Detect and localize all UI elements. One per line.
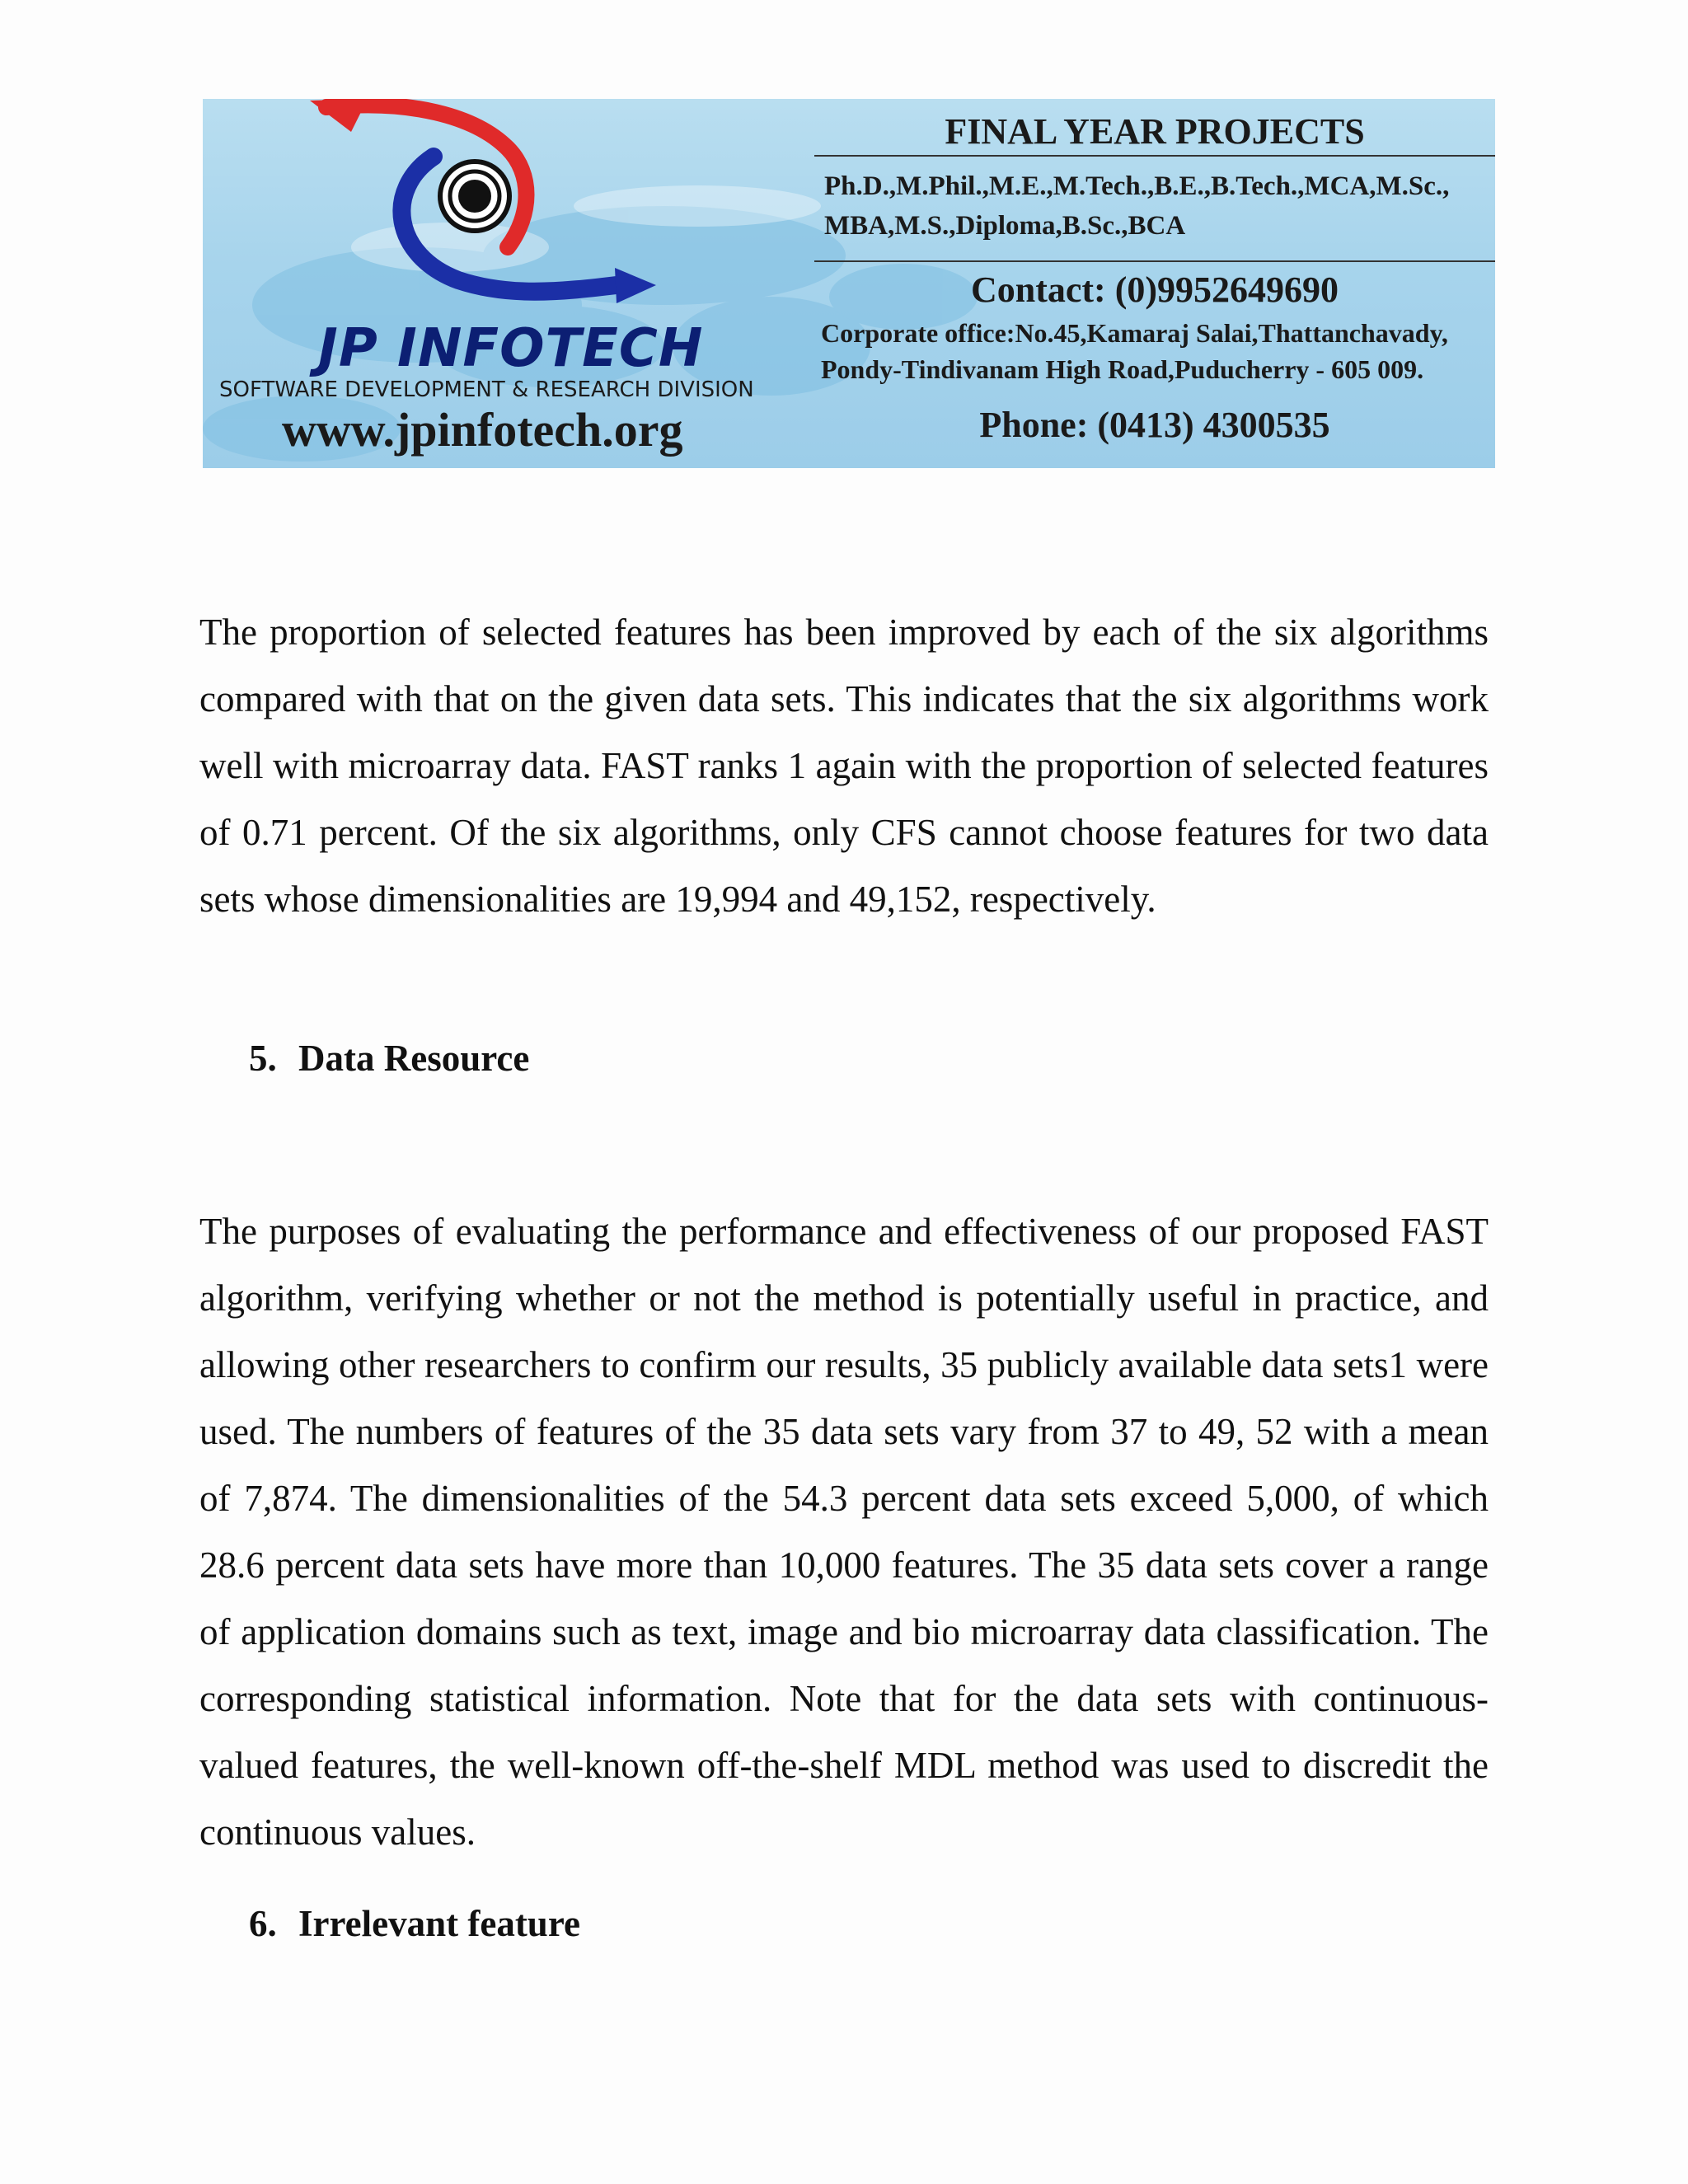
header-banner xyxy=(203,99,1495,468)
address-line-1: Corporate office:No.45,Kamaraj Salai,Thattanchavady, xyxy=(821,318,1448,348)
brand-name: JP INFOTECH xyxy=(318,318,704,379)
office-address xyxy=(821,315,1495,387)
website-link[interactable]: www.jpinfotech.org xyxy=(282,403,683,457)
section-title: Irrelevant feature xyxy=(298,1903,580,1944)
divider xyxy=(814,155,1495,157)
section-heading-data-resource xyxy=(249,1037,529,1080)
section-number: 6. xyxy=(249,1903,277,1944)
brand-division: SOFTWARE DEVELOPMENT & RESEARCH DIVISION xyxy=(219,377,754,402)
banner-info-panel xyxy=(814,99,1495,468)
section-number: 5. xyxy=(249,1038,277,1079)
section-title: Data Resource xyxy=(298,1038,530,1079)
paragraph-selected-features: The proportion of selected features has been improved by each of the six algorithms compared with that on the given data sets. This indicates that the six algorithms work well with microarray data. FAST ranks 1 again with the proportion of selected features of 0.71 percent. Of the six algorithms, only CFS cannot choose features for two data sets whose dimensionalities are 19,994 and 49,152, respectively. xyxy=(199,612,1489,920)
degree-line-1: Ph.D.,M.Phil.,M.E.,M.Tech.,B.E.,B.Tech.,MCA,M.Sc., xyxy=(824,171,1450,201)
contact-number: Contact: (0)9952649690 xyxy=(970,269,1339,310)
section-heading-irrelevant-feature xyxy=(249,1902,580,1945)
jp-infotech-logo-icon xyxy=(310,99,656,346)
degree-list xyxy=(824,166,1484,246)
address-line-2: Pondy-Tindivanam High Road,Puducherry - 605 009. xyxy=(821,354,1424,384)
paragraph-data-resource: The purposes of evaluating the performance and effectiveness of our proposed FAST algorithm, verifying whether or not the method is potentially useful in practice, and allowing other researchers to confirm our results, 35 publicly available data sets1 were used. The numbers of features of the 35 data sets vary from 37 to 49, 52 with a mean of 7,874. The dimensionalities of the 54.3 percent data sets exceed 5,000, of which 28.6 percent data sets have more than 10,000 features. The 35 data sets cover a range of application domains such as text, image and bio microarray data classification. The corresponding statistical information. Note that for the data sets with continuous-valued features, the well-known off-the-shelf MDL method was used to discredit the continuous values. xyxy=(199,1211,1489,1853)
degree-line-2: MBA,M.S.,Diploma,B.Sc.,BCA xyxy=(824,211,1186,241)
banner-title: FINAL YEAR PROJECTS xyxy=(945,111,1365,152)
phone-number: Phone: (0413) 4300535 xyxy=(979,405,1330,445)
divider xyxy=(814,260,1495,262)
